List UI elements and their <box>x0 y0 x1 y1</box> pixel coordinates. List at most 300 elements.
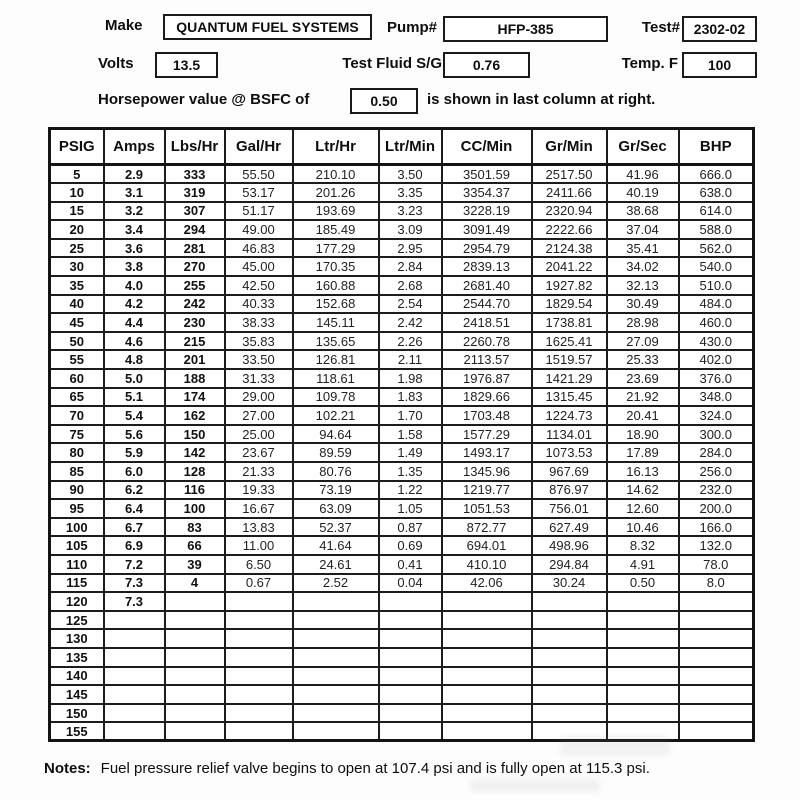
table-cell: 5.6 <box>104 425 165 444</box>
table-row <box>50 202 754 221</box>
horsepower-note-prefix: Horsepower value @ BSFC of <box>98 91 310 108</box>
table-cell: 694.01 <box>442 536 532 555</box>
table-cell: 1134.01 <box>532 425 607 444</box>
table-cell: 174 <box>165 388 225 407</box>
table-cell <box>442 704 532 723</box>
table-row <box>50 555 754 574</box>
table-cell: 6.2 <box>104 481 165 500</box>
column-header: PSIG <box>50 129 104 165</box>
table-cell: 35 <box>50 276 104 295</box>
table-cell: 33.50 <box>225 350 293 369</box>
table-cell: 333 <box>165 165 225 184</box>
table-cell: 876.97 <box>532 481 607 500</box>
table-cell <box>104 667 165 686</box>
table-cell: 284.0 <box>679 443 754 462</box>
table-row <box>50 388 754 407</box>
table-cell: 1577.29 <box>442 425 532 444</box>
table-cell: 200.0 <box>679 499 754 518</box>
table-cell <box>165 648 225 667</box>
table-cell <box>104 629 165 648</box>
table-cell <box>379 648 442 667</box>
table-cell: 1315.45 <box>532 388 607 407</box>
table-cell: 23.67 <box>225 443 293 462</box>
table-cell: 1738.81 <box>532 313 607 332</box>
table-cell: 4 <box>165 574 225 593</box>
table-cell: 300.0 <box>679 425 754 444</box>
table-cell: 201 <box>165 350 225 369</box>
table-cell <box>165 611 225 630</box>
temp-label: Temp. F <box>621 55 678 72</box>
table-cell: 105 <box>50 536 104 555</box>
table-cell: 215 <box>165 332 225 351</box>
make-value-box: QUANTUM FUEL SYSTEMS <box>163 14 372 40</box>
table-cell <box>225 592 293 611</box>
table-cell: 1.05 <box>379 499 442 518</box>
table-cell <box>225 667 293 686</box>
table-row <box>50 462 754 481</box>
table-cell <box>293 704 379 723</box>
table-cell: 126.81 <box>293 350 379 369</box>
table-row <box>50 276 754 295</box>
table-cell: 3.6 <box>104 239 165 258</box>
table-cell <box>607 722 679 741</box>
table-cell: 2544.70 <box>442 295 532 314</box>
test-fluid-sg-value-box: 0.76 <box>443 52 530 78</box>
table-cell: 3.23 <box>379 202 442 221</box>
table-cell: 80.76 <box>293 462 379 481</box>
table-cell: 1345.96 <box>442 462 532 481</box>
table-cell: 160.88 <box>293 276 379 295</box>
table-cell <box>442 611 532 630</box>
table-cell <box>679 629 754 648</box>
table-cell: 109.78 <box>293 388 379 407</box>
table-cell <box>532 704 607 723</box>
test-number-label: Test# <box>641 19 680 36</box>
table-cell: 46.83 <box>225 239 293 258</box>
table-cell: 193.69 <box>293 202 379 221</box>
table-cell: 150 <box>50 704 104 723</box>
table-cell <box>104 722 165 741</box>
table-cell <box>104 685 165 704</box>
table-cell: 100 <box>50 518 104 537</box>
table-cell: 70 <box>50 406 104 425</box>
table-cell: 484.0 <box>679 295 754 314</box>
column-header: Gr/Min <box>532 129 607 165</box>
table-cell <box>225 648 293 667</box>
table-cell <box>679 722 754 741</box>
table-row <box>50 332 754 351</box>
table-cell: 294.84 <box>532 555 607 574</box>
table-cell <box>679 667 754 686</box>
bsfc-value-box: 0.50 <box>350 88 418 114</box>
table-cell: 65 <box>50 388 104 407</box>
table-cell: 130 <box>50 629 104 648</box>
table-cell: 0.04 <box>379 574 442 593</box>
table-cell: 30.24 <box>532 574 607 593</box>
table-cell: 50 <box>50 332 104 351</box>
table-row <box>50 667 754 686</box>
notes-line <box>44 760 650 777</box>
table-cell: 510.0 <box>679 276 754 295</box>
table-cell: 116 <box>165 481 225 500</box>
table-cell: 25.00 <box>225 425 293 444</box>
table-cell: 6.9 <box>104 536 165 555</box>
table-cell: 125 <box>50 611 104 630</box>
table-row <box>50 406 754 425</box>
table-cell: 638.0 <box>679 183 754 202</box>
table-cell: 52.37 <box>293 518 379 537</box>
table-row <box>50 313 754 332</box>
table-cell: 1073.53 <box>532 443 607 462</box>
table-cell: 1.49 <box>379 443 442 462</box>
table-cell: 10.46 <box>607 518 679 537</box>
table-cell: 73.19 <box>293 481 379 500</box>
table-cell: 3.8 <box>104 257 165 276</box>
table-cell: 21.33 <box>225 462 293 481</box>
table-cell: 2.9 <box>104 165 165 184</box>
table-cell: 1.22 <box>379 481 442 500</box>
table-cell: 0.50 <box>607 574 679 593</box>
table-cell: 6.4 <box>104 499 165 518</box>
table-cell <box>532 685 607 704</box>
table-cell: 2681.40 <box>442 276 532 295</box>
table-cell: 66 <box>165 536 225 555</box>
table-cell: 53.17 <box>225 183 293 202</box>
table-cell: 23.69 <box>607 369 679 388</box>
table-cell <box>225 685 293 704</box>
table-cell: 210.10 <box>293 165 379 184</box>
table-row <box>50 629 754 648</box>
table-cell: 5.0 <box>104 369 165 388</box>
table-cell: 78.0 <box>679 555 754 574</box>
table-cell: 2839.13 <box>442 257 532 276</box>
table-cell: 2.68 <box>379 276 442 295</box>
table-cell <box>442 722 532 741</box>
table-cell: 348.0 <box>679 388 754 407</box>
table-cell: 118.61 <box>293 369 379 388</box>
table-cell: 145.11 <box>293 313 379 332</box>
table-cell: 3.2 <box>104 202 165 221</box>
test-number-value-box: 2302-02 <box>682 16 757 42</box>
table-cell: 55.50 <box>225 165 293 184</box>
table-cell: 41.96 <box>607 165 679 184</box>
table-cell <box>293 611 379 630</box>
table-row <box>50 611 754 630</box>
table-cell: 1224.73 <box>532 406 607 425</box>
table-cell: 80 <box>50 443 104 462</box>
table-cell: 115 <box>50 574 104 593</box>
table-cell: 135 <box>50 648 104 667</box>
table-cell: 562.0 <box>679 239 754 258</box>
table-cell: 4.0 <box>104 276 165 295</box>
table-cell: 1519.57 <box>532 350 607 369</box>
table-cell <box>225 611 293 630</box>
table-cell <box>379 667 442 686</box>
table-cell: 177.29 <box>293 239 379 258</box>
table-cell <box>442 592 532 611</box>
table-cell <box>379 592 442 611</box>
table-cell: 38.68 <box>607 202 679 221</box>
table-cell: 85 <box>50 462 104 481</box>
column-header: BHP <box>679 129 754 165</box>
table-cell: 16.67 <box>225 499 293 518</box>
table-cell: 152.68 <box>293 295 379 314</box>
table-cell <box>607 704 679 723</box>
table-cell: 5.4 <box>104 406 165 425</box>
table-row <box>50 574 754 593</box>
table-cell: 39 <box>165 555 225 574</box>
table-cell: 20 <box>50 220 104 239</box>
table-cell: 1421.29 <box>532 369 607 388</box>
table-cell: 4.4 <box>104 313 165 332</box>
table-row <box>50 165 754 184</box>
table-cell: 2260.78 <box>442 332 532 351</box>
table-cell <box>442 629 532 648</box>
table-cell: 872.77 <box>442 518 532 537</box>
table-cell: 3.09 <box>379 220 442 239</box>
table-cell: 1493.17 <box>442 443 532 462</box>
table-cell <box>442 685 532 704</box>
table-cell: 1976.87 <box>442 369 532 388</box>
table-cell: 307 <box>165 202 225 221</box>
table-cell: 166.0 <box>679 518 754 537</box>
table-cell: 40.33 <box>225 295 293 314</box>
table-cell: 3.4 <box>104 220 165 239</box>
table-row <box>50 518 754 537</box>
table-cell: 6.50 <box>225 555 293 574</box>
table-cell <box>532 592 607 611</box>
table-cell: 2.42 <box>379 313 442 332</box>
table-cell: 281 <box>165 239 225 258</box>
table-cell: 89.59 <box>293 443 379 462</box>
table-cell <box>532 629 607 648</box>
table-row <box>50 295 754 314</box>
table-cell: 63.09 <box>293 499 379 518</box>
table-cell: 2.54 <box>379 295 442 314</box>
table-cell: 0.69 <box>379 536 442 555</box>
column-header: Gal/Hr <box>225 129 293 165</box>
column-header: Amps <box>104 129 165 165</box>
table-cell: 51.17 <box>225 202 293 221</box>
table-cell: 188 <box>165 369 225 388</box>
table-row <box>50 443 754 462</box>
table-cell: 20.41 <box>607 406 679 425</box>
table-cell: 102.21 <box>293 406 379 425</box>
table-cell: 2124.38 <box>532 239 607 258</box>
table-cell: 402.0 <box>679 350 754 369</box>
table-cell <box>165 685 225 704</box>
table-cell: 100 <box>165 499 225 518</box>
table-cell: 45.00 <box>225 257 293 276</box>
table-cell: 24.61 <box>293 555 379 574</box>
column-header: Ltr/Min <box>379 129 442 165</box>
table-cell <box>532 611 607 630</box>
table-cell: 5 <box>50 165 104 184</box>
horsepower-note-suffix: is shown in last column at right. <box>427 91 656 108</box>
table-cell: 35.41 <box>607 239 679 258</box>
make-label: Make <box>105 17 143 34</box>
table-cell <box>225 629 293 648</box>
table-cell: 41.64 <box>293 536 379 555</box>
table-cell: 410.10 <box>442 555 532 574</box>
table-cell: 132.0 <box>679 536 754 555</box>
table-cell <box>379 611 442 630</box>
table-cell: 967.69 <box>532 462 607 481</box>
table-cell: 155 <box>50 722 104 741</box>
table-cell <box>442 648 532 667</box>
table-cell: 95 <box>50 499 104 518</box>
table-cell: 2113.57 <box>442 350 532 369</box>
table-cell: 40.19 <box>607 183 679 202</box>
table-cell: 1.70 <box>379 406 442 425</box>
table-cell: 25 <box>50 239 104 258</box>
table-cell <box>679 685 754 704</box>
table-cell: 15 <box>50 202 104 221</box>
table-cell: 230 <box>165 313 225 332</box>
table-cell: 294 <box>165 220 225 239</box>
table-cell: 13.83 <box>225 518 293 537</box>
table-row <box>50 685 754 704</box>
table-cell: 42.06 <box>442 574 532 593</box>
table-cell: 150 <box>165 425 225 444</box>
table-cell: 2041.22 <box>532 257 607 276</box>
table-cell <box>379 704 442 723</box>
table-cell: 12.60 <box>607 499 679 518</box>
table-row <box>50 499 754 518</box>
table-cell: 5.9 <box>104 443 165 462</box>
column-header: Gr/Sec <box>607 129 679 165</box>
table-cell: 38.33 <box>225 313 293 332</box>
table-cell: 588.0 <box>679 220 754 239</box>
table-cell: 10 <box>50 183 104 202</box>
table-cell <box>679 611 754 630</box>
table-row <box>50 220 754 239</box>
pump-number-value-box: HFP-385 <box>443 16 608 42</box>
table-cell: 614.0 <box>679 202 754 221</box>
table-cell: 2222.66 <box>532 220 607 239</box>
table-cell <box>532 648 607 667</box>
table-cell: 2954.79 <box>442 239 532 258</box>
table-cell: 430.0 <box>679 332 754 351</box>
table-cell <box>165 592 225 611</box>
table-cell: 540.0 <box>679 257 754 276</box>
table-cell: 4.6 <box>104 332 165 351</box>
table-cell: 3.35 <box>379 183 442 202</box>
table-cell: 255 <box>165 276 225 295</box>
table-cell <box>225 722 293 741</box>
table-cell <box>104 704 165 723</box>
table-cell <box>165 629 225 648</box>
table-cell: 60 <box>50 369 104 388</box>
table-cell: 1703.48 <box>442 406 532 425</box>
table-cell: 319 <box>165 183 225 202</box>
table-cell <box>442 667 532 686</box>
table-cell: 83 <box>165 518 225 537</box>
table-cell: 256.0 <box>679 462 754 481</box>
table-cell: 460.0 <box>679 313 754 332</box>
table-cell: 1927.82 <box>532 276 607 295</box>
table-cell: 1.98 <box>379 369 442 388</box>
table-cell: 2411.66 <box>532 183 607 202</box>
volts-label: Volts <box>98 55 134 72</box>
table-cell <box>607 648 679 667</box>
table-cell: 75 <box>50 425 104 444</box>
table-cell: 2320.94 <box>532 202 607 221</box>
test-fluid-sg-label: Test Fluid S/G <box>342 55 442 72</box>
table-cell: 6.7 <box>104 518 165 537</box>
table-cell: 32.13 <box>607 276 679 295</box>
table-cell: 8.32 <box>607 536 679 555</box>
table-cell: 90 <box>50 481 104 500</box>
table-cell: 7.3 <box>104 574 165 593</box>
table-cell: 4.8 <box>104 350 165 369</box>
table-cell <box>379 629 442 648</box>
table-cell <box>293 667 379 686</box>
table-cell: 7.3 <box>104 592 165 611</box>
table-cell <box>293 648 379 667</box>
table-row <box>50 183 754 202</box>
table-cell: 201.26 <box>293 183 379 202</box>
table-cell: 2.52 <box>293 574 379 593</box>
table-cell: 16.13 <box>607 462 679 481</box>
table-cell: 756.01 <box>532 499 607 518</box>
table-cell: 17.89 <box>607 443 679 462</box>
column-header: CC/Min <box>442 129 532 165</box>
table-cell: 94.64 <box>293 425 379 444</box>
flow-data-table <box>48 127 755 742</box>
table-cell: 8.0 <box>679 574 754 593</box>
table-cell: 1.83 <box>379 388 442 407</box>
table-cell: 1.58 <box>379 425 442 444</box>
table-cell <box>607 667 679 686</box>
table-cell: 49.00 <box>225 220 293 239</box>
table-row <box>50 257 754 276</box>
table-cell: 3228.19 <box>442 202 532 221</box>
table-cell <box>104 648 165 667</box>
table-row <box>50 481 754 500</box>
table-cell: 1829.54 <box>532 295 607 314</box>
table-cell: 14.62 <box>607 481 679 500</box>
table-cell <box>293 685 379 704</box>
table-cell: 5.1 <box>104 388 165 407</box>
table-cell: 7.2 <box>104 555 165 574</box>
table-cell: 1829.66 <box>442 388 532 407</box>
table-cell <box>532 722 607 741</box>
table-row <box>50 722 754 741</box>
table-cell: 110 <box>50 555 104 574</box>
table-cell: 498.96 <box>532 536 607 555</box>
table-cell: 40 <box>50 295 104 314</box>
table-cell <box>104 611 165 630</box>
table-cell: 1.35 <box>379 462 442 481</box>
table-cell <box>293 722 379 741</box>
table-cell: 29.00 <box>225 388 293 407</box>
table-cell: 4.91 <box>607 555 679 574</box>
notes-text: Fuel pressure relief valve begins to open at 107.4 psi and is fully open at 115.3 psi. <box>100 760 650 777</box>
table-cell: 35.83 <box>225 332 293 351</box>
table-cell: 2418.51 <box>442 313 532 332</box>
table-row <box>50 648 754 667</box>
table-row <box>50 536 754 555</box>
temp-value-box: 100 <box>682 52 757 78</box>
table-cell: 30 <box>50 257 104 276</box>
table-row <box>50 350 754 369</box>
table-cell: 55 <box>50 350 104 369</box>
table-header-row <box>50 129 754 165</box>
table-cell <box>679 592 754 611</box>
table-cell <box>379 685 442 704</box>
table-cell: 2.26 <box>379 332 442 351</box>
